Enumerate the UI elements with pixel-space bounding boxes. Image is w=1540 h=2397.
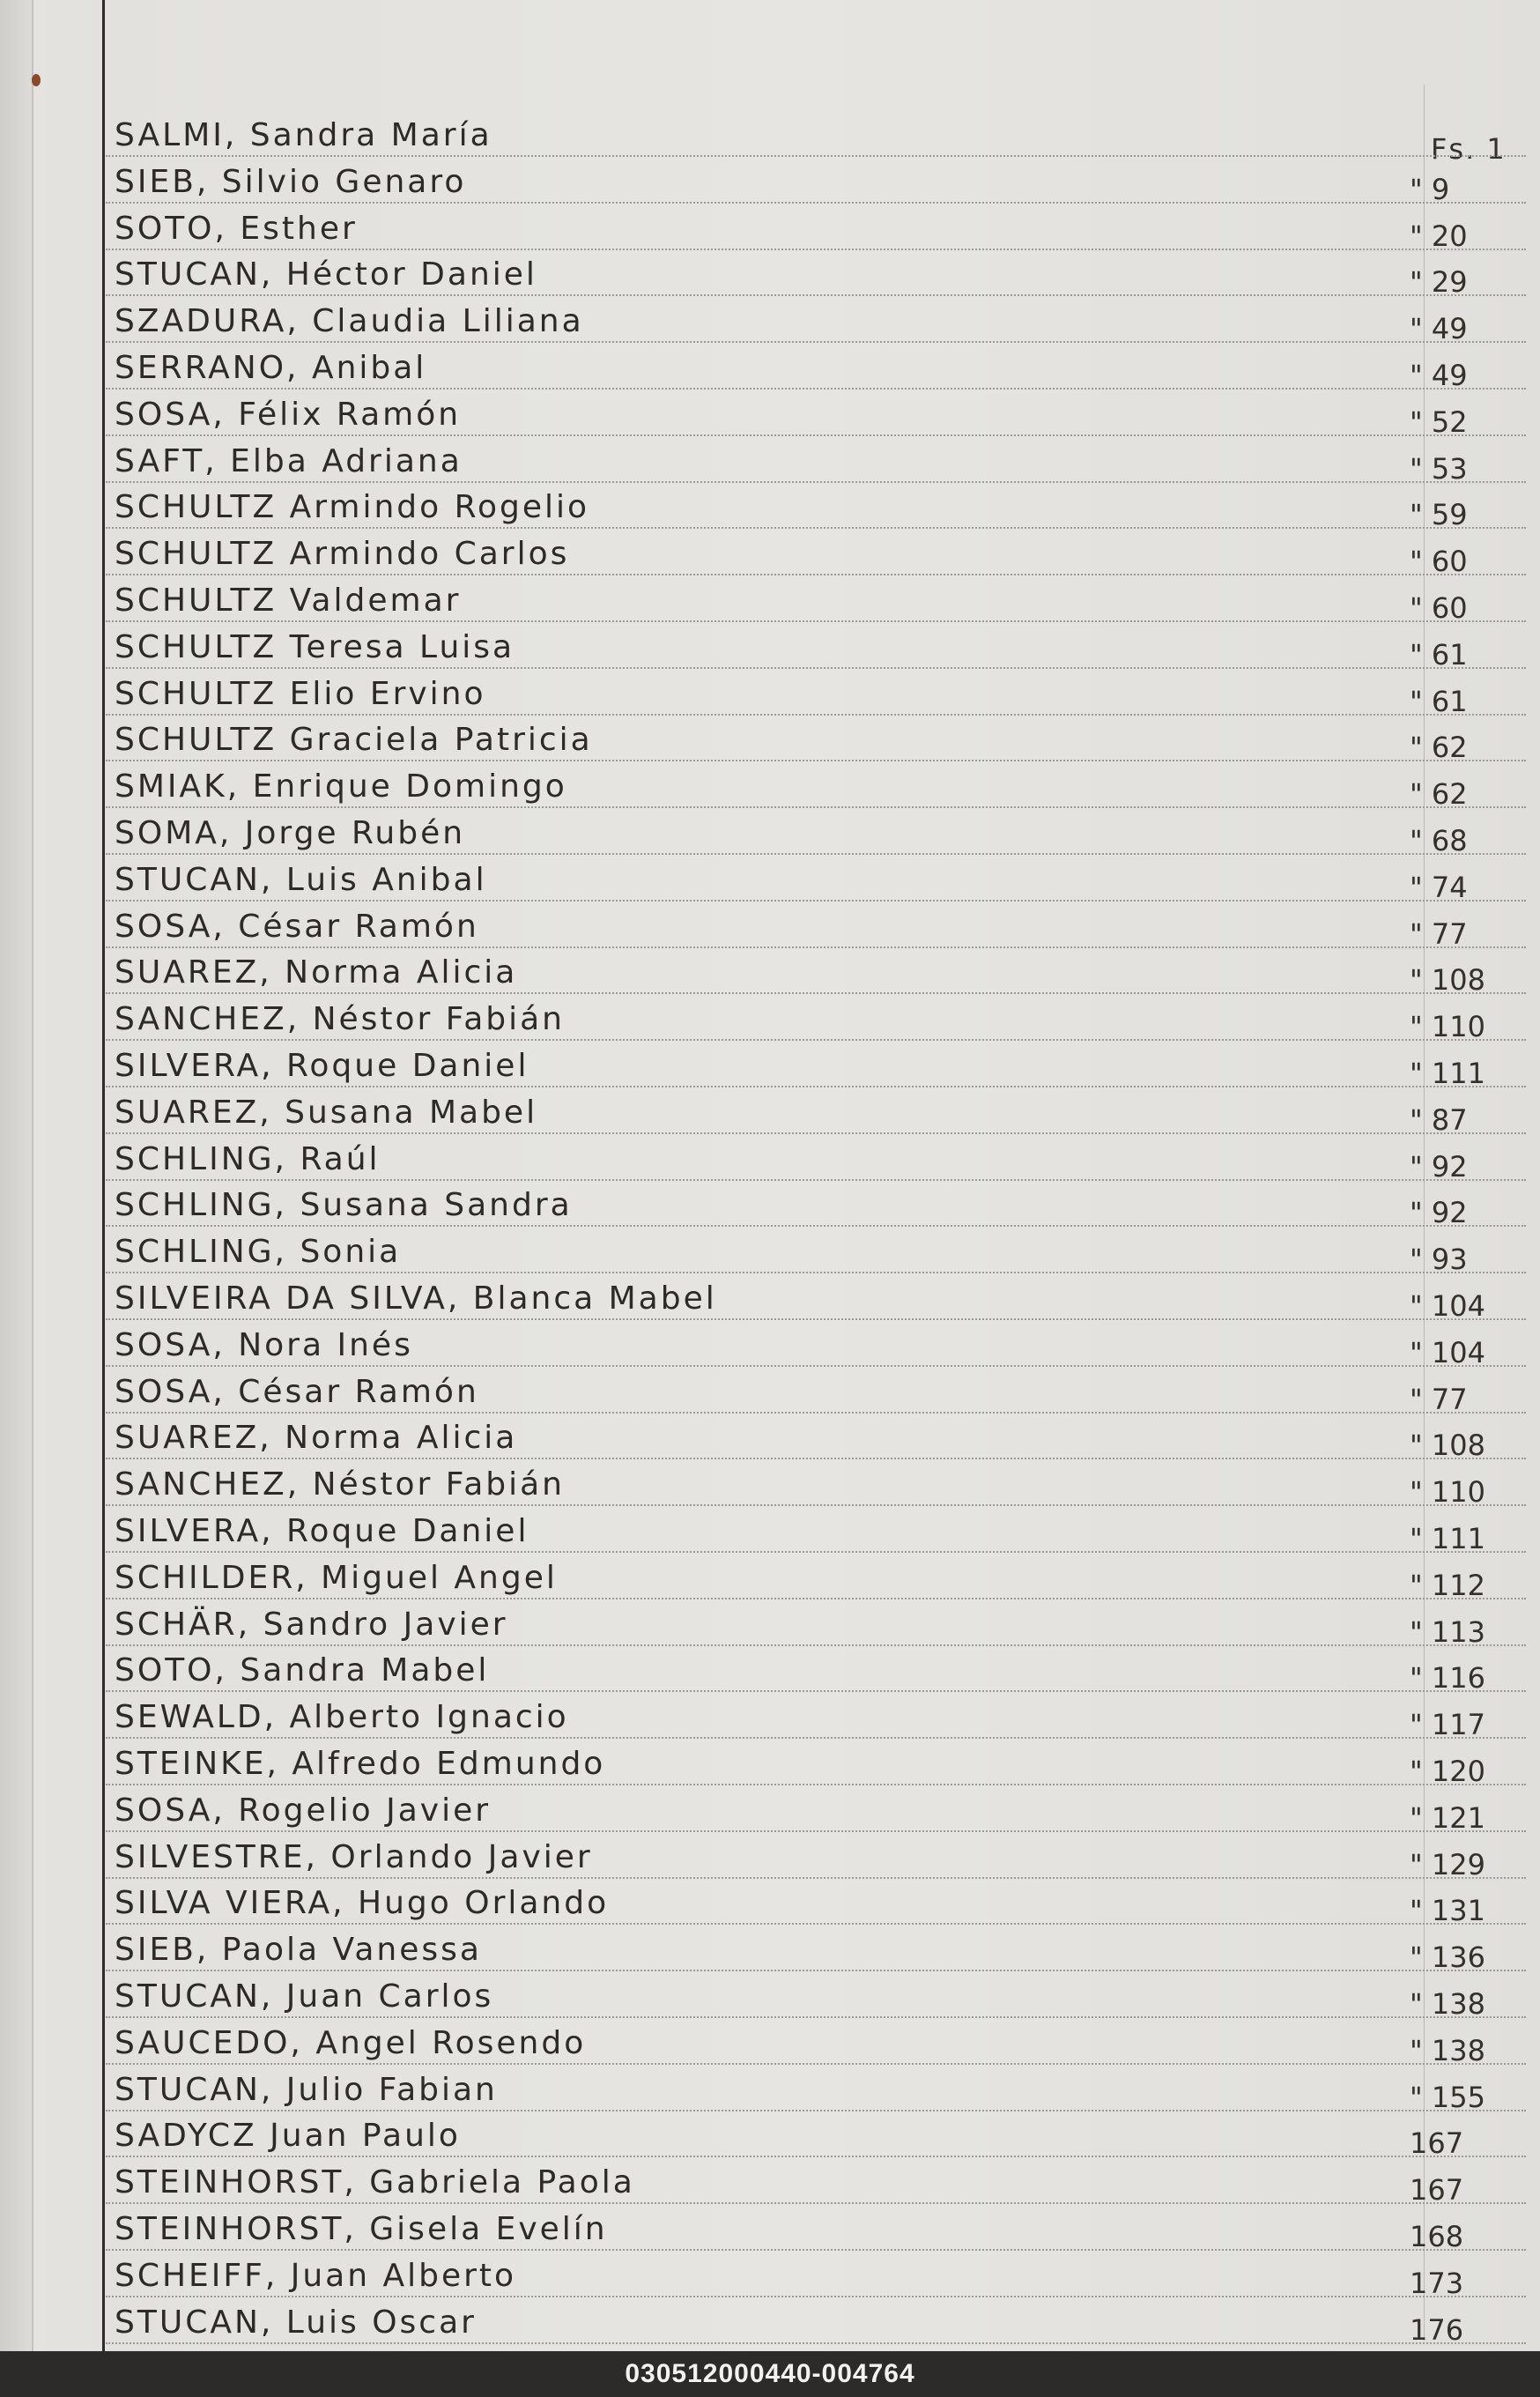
ruled-line <box>106 1923 1526 1925</box>
entry-folio: " 68 <box>1410 824 1468 857</box>
entry-folio: " 108 <box>1410 1429 1485 1462</box>
entry-name: SIEB, Silvio Genaro <box>115 164 467 200</box>
entry-folio: " 104 <box>1410 1289 1485 1323</box>
ruled-line <box>106 434 1526 436</box>
entry-name: SAUCEDO, Angel Rosendo <box>115 2025 587 2061</box>
ruled-line <box>106 574 1526 575</box>
ruled-line <box>106 1970 1526 1971</box>
entry-folio: " 120 <box>1410 1755 1485 1788</box>
entry-folio: " 60 <box>1410 545 1468 578</box>
entry-name: STEINKE, Alfredo Edmundo <box>115 1746 606 1782</box>
entry-folio: " 62 <box>1410 777 1468 811</box>
ruled-line <box>106 2110 1526 2111</box>
entry-name: SCHLING, Sonia <box>115 1234 402 1270</box>
entry-name: SOTO, Sandra Mabel <box>115 1652 490 1688</box>
ruled-line <box>106 1830 1526 1832</box>
entry-folio: " 113 <box>1410 1615 1485 1649</box>
ruled-line <box>106 1272 1526 1273</box>
entry-name: SILVA VIERA, Hugo Orlando <box>115 1885 610 1921</box>
entry-name: SCHULTZ Teresa Luisa <box>115 629 515 665</box>
entry-folio: " 110 <box>1410 1475 1485 1509</box>
entry-folio: 168 <box>1410 2220 1464 2253</box>
entry-folio: " 92 <box>1410 1150 1468 1184</box>
entry-folio: " 131 <box>1410 1894 1485 1927</box>
entry-name: STUCAN, Julio Fabian <box>115 2072 498 2108</box>
entry-folio: " 61 <box>1410 685 1468 718</box>
ruled-line <box>106 760 1526 761</box>
ruled-line <box>106 667 1526 669</box>
left-margin-rule <box>102 0 105 2351</box>
entry-name: SIEB, Paola Vanessa <box>115 1932 482 1968</box>
entry-name: SCHEIFF, Juan Alberto <box>115 2258 517 2294</box>
ruled-line <box>106 946 1526 948</box>
ruled-line <box>106 341 1526 343</box>
entry-name: SOSA, César Ramón <box>115 1374 479 1410</box>
entry-name: SILVESTRE, Orlando Javier <box>115 1839 593 1875</box>
ruled-line <box>106 1877 1526 1879</box>
ruled-line <box>106 1412 1526 1414</box>
entry-folio: 167 <box>1410 2126 1464 2160</box>
ruled-line <box>106 2016 1526 2018</box>
entry-name: SCHULTZ Graciela Patricia <box>115 722 593 758</box>
ruled-line <box>106 1644 1526 1646</box>
entry-folio: " 104 <box>1410 1336 1485 1369</box>
entry-name: SOMA, Jorge Rubén <box>115 815 466 851</box>
ruled-line <box>106 1225 1526 1227</box>
entry-name: SERRANO, Anibal <box>115 350 427 386</box>
entry-name: SCHLING, Raúl <box>115 1141 381 1177</box>
entry-name: SCHULTZ Armindo Carlos <box>115 536 570 572</box>
entry-folio: " 112 <box>1410 1569 1485 1602</box>
entry-folio: " 129 <box>1410 1848 1485 1881</box>
entry-folio: " 74 <box>1410 871 1468 904</box>
entry-folio: " 87 <box>1410 1103 1468 1137</box>
ruled-line <box>106 1365 1526 1367</box>
entry-folio: 167 <box>1410 2173 1464 2207</box>
entry-name: SALMI, Sandra María <box>115 117 492 153</box>
entry-name: STEINHORST, Gabriela Paola <box>115 2164 635 2200</box>
entry-folio: " 29 <box>1410 265 1468 299</box>
entry-folio: 173 <box>1410 2267 1464 2300</box>
entry-folio: " 52 <box>1410 405 1468 439</box>
entry-folio <box>1410 123 1533 162</box>
document-identifier: 030512000440-004764 <box>625 2359 915 2388</box>
entry-folio: " 111 <box>1410 1057 1485 1090</box>
ruled-line <box>106 2202 1526 2204</box>
entry-name: SILVERA, Roque Daniel <box>115 1513 529 1549</box>
entry-folio: " 117 <box>1410 1708 1485 1741</box>
entry-folio: " 59 <box>1410 498 1468 531</box>
entry-folio: " 136 <box>1410 1941 1485 1974</box>
entry-folio: " 108 <box>1410 963 1485 997</box>
ruled-line <box>106 620 1526 622</box>
entry-name: SANCHEZ, Néstor Fabián <box>115 1466 565 1503</box>
ruled-line <box>106 249 1526 250</box>
entry-folio: " 138 <box>1410 2034 1485 2067</box>
entry-name: STUCAN, Luis Oscar <box>115 2304 477 2341</box>
ruled-line <box>106 853 1526 855</box>
ruled-line <box>106 2156 1526 2157</box>
entry-folio: " 121 <box>1410 1801 1485 1835</box>
entry-name: SCHILDER, Miguel Angel <box>115 1560 558 1596</box>
ruled-line <box>106 1086 1526 1087</box>
entry-name: STEINHORST, Gisela Evelín <box>115 2211 608 2247</box>
entry-name: SCHULTZ Armindo Rogelio <box>115 489 590 525</box>
entry-name: STUCAN, Héctor Daniel <box>115 256 537 293</box>
entry-name: SUAREZ, Susana Mabel <box>115 1095 538 1131</box>
ruled-line <box>106 1551 1526 1553</box>
entry-folio: " 60 <box>1410 591 1468 625</box>
ruled-line <box>106 1458 1526 1459</box>
entry-folio: " 92 <box>1410 1196 1468 1229</box>
ruled-line <box>106 202 1526 204</box>
entry-name: SMIAK, Enrique Domingo <box>115 768 567 805</box>
entry-folio: " 20 <box>1410 219 1468 253</box>
ruled-line <box>106 2063 1526 2065</box>
entry-folio: " 9 <box>1410 173 1450 206</box>
entry-name: SAFT, Elba Adriana <box>115 443 463 479</box>
entry-folio: " 49 <box>1410 312 1468 345</box>
entry-name: SOSA, Nora Inés <box>115 1327 413 1363</box>
entry-folio: " 61 <box>1410 638 1468 672</box>
ruled-line <box>106 900 1526 902</box>
entry-name: SILVERA, Roque Daniel <box>115 1048 529 1084</box>
folio-column-header: Fs. 1 <box>1431 132 1507 166</box>
entry-folio: " 116 <box>1410 1661 1485 1695</box>
entry-name: SOSA, César Ramón <box>115 909 479 945</box>
entry-name: STUCAN, Luis Anibal <box>115 862 487 898</box>
ruled-line <box>106 1690 1526 1692</box>
entry-name: SOSA, Félix Ramón <box>115 397 462 433</box>
entry-folio: " 155 <box>1410 2081 1485 2114</box>
entry-name: SUAREZ, Norma Alicia <box>115 954 518 991</box>
entry-name: SANCHEZ, Néstor Fabián <box>115 1001 565 1037</box>
entry-folio: " 138 <box>1410 1987 1485 2021</box>
ruled-line <box>106 1132 1526 1134</box>
ruled-line <box>106 2342 1526 2344</box>
entry-name: SEWALD, Alberto Ignacio <box>115 1699 569 1735</box>
ruled-line <box>106 2296 1526 2297</box>
entry-folio: 176 <box>1410 2313 1464 2347</box>
entry-name: SADYCZ Juan Paulo <box>115 2118 461 2154</box>
ruled-line <box>106 806 1526 808</box>
entry-folio: " 53 <box>1410 452 1468 486</box>
ruled-line <box>106 294 1526 296</box>
entry-folio: " 62 <box>1410 731 1468 764</box>
entry-folio: " 49 <box>1410 359 1468 392</box>
ruled-line <box>106 1179 1526 1181</box>
entry-folio: " 77 <box>1410 1383 1468 1416</box>
ruled-line <box>106 527 1526 529</box>
ruled-line <box>106 1039 1526 1041</box>
entry-name: SCHÄR, Sandro Javier <box>115 1607 508 1643</box>
entry-name: SCHULTZ Valdemar <box>115 583 462 619</box>
entry-folio: " 110 <box>1410 1010 1485 1043</box>
page-binding-edge <box>0 0 33 2351</box>
entry-name: SZADURA, Claudia Liliana <box>115 303 584 339</box>
binding-hole-mark <box>32 74 41 86</box>
entry-name: STUCAN, Juan Carlos <box>115 1978 494 2015</box>
entry-name: SCHULTZ Elio Ervino <box>115 676 486 712</box>
ruled-line <box>106 2249 1526 2251</box>
entry-folio: " 93 <box>1410 1243 1468 1276</box>
ruled-line <box>106 1598 1526 1599</box>
ruled-line <box>106 388 1526 390</box>
entry-folio: " 77 <box>1410 917 1468 951</box>
ruled-line <box>106 714 1526 716</box>
entry-name: SUAREZ, Norma Alicia <box>115 1420 518 1456</box>
entry-name: SOSA, Rogelio Javier <box>115 1792 492 1829</box>
ruled-line <box>106 1784 1526 1785</box>
ruled-line <box>106 1737 1526 1739</box>
entry-name: SCHLING, Susana Sandra <box>115 1187 573 1223</box>
ruled-line <box>106 155 1526 157</box>
entry-name: SOTO, Esther <box>115 211 358 247</box>
ruled-line <box>106 992 1526 994</box>
ruled-line <box>106 481 1526 483</box>
ruled-line <box>106 1504 1526 1506</box>
entry-name: SILVEIRA DA SILVA, Blanca Mabel <box>115 1280 717 1317</box>
entry-folio: " 111 <box>1410 1522 1485 1555</box>
ruled-line <box>106 1318 1526 1320</box>
